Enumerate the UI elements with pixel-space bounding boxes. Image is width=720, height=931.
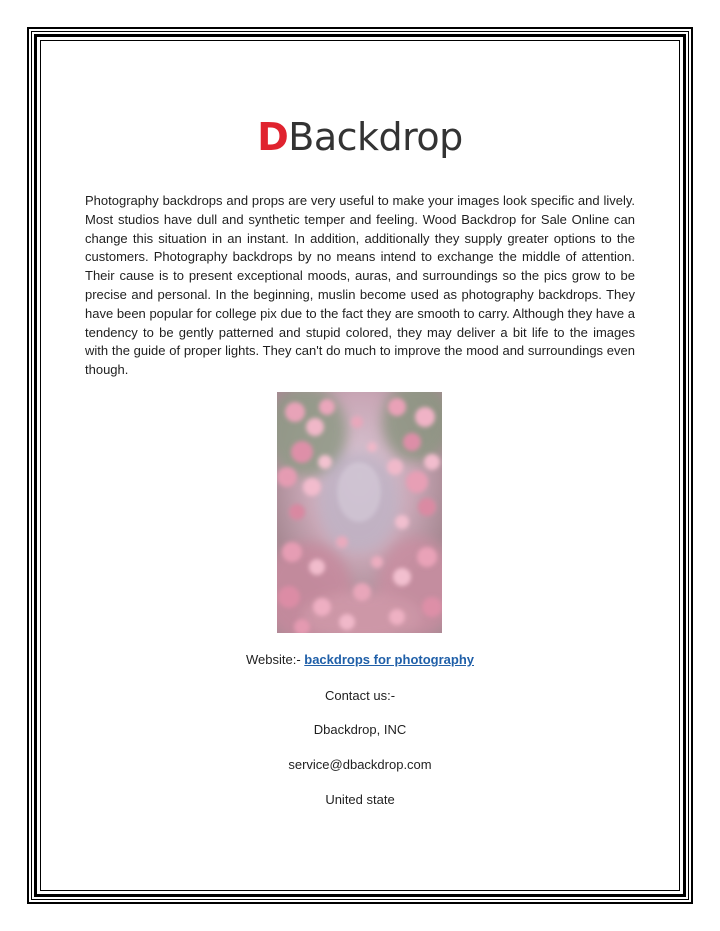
dbackdrop-logo (0, 115, 720, 159)
email-address: service@dbackdrop.com (288, 757, 432, 772)
company-name: Dbackdrop, INC (313, 722, 407, 737)
location-text: United state (325, 792, 395, 807)
website-label: Website:- (245, 652, 305, 667)
logo-initial: D (257, 115, 289, 159)
website-link[interactable]: backdrops for photography (304, 652, 474, 667)
contact-label: Contact us:- (324, 688, 396, 703)
article-paragraph: Photography backdrops and props are very useful to make your images look specific and lively. Most studios have dull and synthetic temper and feeling. Wood Backdrop for Sale Online can change this situation in an instant. In addition, additionally they supply greater options to the customers. Photography backdrops by no means intend to exchange the middle of attention. Their cause is to present exceptional moods, auras, and surroundings so the pics grow to be precise and personal. In the beginning, muslin become used as photography backdrops. They have been popular for college pix due to the fact they are smooth to carry. Although they have a tendency to be gently patterned and stupid colored, they may deliver a bit life to the images with the guide of proper lights. They can't do much to improve the mood and surroundings even though. (85, 193, 635, 378)
website-line (0, 652, 720, 667)
floral-backdrop-photo (277, 392, 442, 633)
logo-wordmark: Backdrop (288, 115, 463, 159)
